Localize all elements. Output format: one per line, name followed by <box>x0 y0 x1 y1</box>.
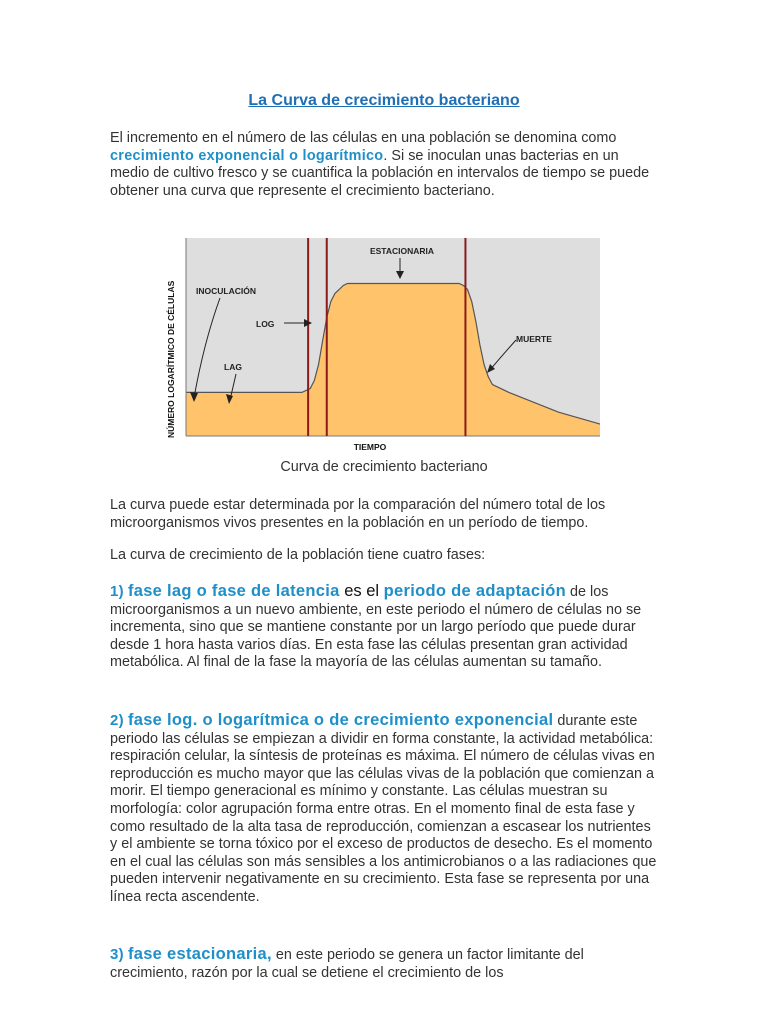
intro-paragraph <box>110 130 658 200</box>
label-muerte: MUERTE <box>516 334 552 344</box>
phase2-number: 2) <box>110 712 124 729</box>
phase3-number: 3) <box>110 946 124 963</box>
intro-text-2: . Si se inoculan unas bacterias en un medio de cultivo fresco y se cuantifica la población en intervalos de tiempo se puede obtener una curva que represente el crecimiento bacteriano. <box>110 147 650 199</box>
intro-text-1: El incremento en el número de las células en una población se denomina como <box>110 130 617 146</box>
phase1-paragraph <box>110 583 658 672</box>
phase2-heading: fase log. o logarítmica o de crecimiento exponencial <box>127 711 554 729</box>
label-inoculacion: INOCULACIÓN <box>196 286 256 296</box>
growth-curve-chart <box>160 232 606 458</box>
chart-caption: Curva de crecimiento bacteriano <box>280 459 488 475</box>
y-axis-label: NÚMERO LOGARÍTMICO DE CÉLULAS <box>166 280 176 438</box>
phase3-paragraph <box>110 946 658 982</box>
page-title: La Curva de crecimiento bacteriano <box>248 92 520 109</box>
phase2-paragraph <box>110 712 658 907</box>
paragraph-four-phases: La curva de crecimiento de la población tiene cuatro fases: <box>110 547 486 563</box>
label-estacionaria: ESTACIONARIA <box>369 246 435 256</box>
phase1-connector: es el <box>339 582 384 600</box>
phase1-highlight: periodo de adaptación <box>383 582 566 600</box>
phase1-number: 1) <box>110 583 124 600</box>
paragraph-total-count: La curva puede estar determinada por la comparación del número total de los microorganismos vivos presentes en la población en un período de tiempo. <box>110 497 606 531</box>
label-lag: LAG <box>224 362 242 372</box>
label-log: LOG <box>256 319 275 329</box>
phase1-text: de los microorganismos a un nuevo ambiente, en este periodo el número de células no se incrementa, sino que se mantiene constante por un largo período que puede durar desde 1 hora hasta varios días. En esta fase las células presentan gran actividad metabólica. Al final de la fase la mayoría de las células aumentan su tamaño. <box>110 584 642 671</box>
x-axis-label: TIEMPO <box>353 442 387 452</box>
phase2-text: durante este periodo las células se empiezan a dividir en forma constante, la actividad metabólica: respiración celular, la síntesis de proteínas es máxima. El número de células vivas en reproducción es mucho mayor que las células vivas de la población que comienzan a morir. El tiempo generacional es mínimo y constante. Las células muestran su morfología: color agrupación forma entre otras. En el momento final de esta fase y como resultado de la alta tasa de reproducción, comienzan a escasear los nutrientes y el ambiente se torna tóxico por el exceso de productos de desecho. Es el momento en el cual las células son más sensibles a los antimicrobianos o a las radiaciones que pueden intervenir negativamente en su crecimiento. Esta fase se representa por una línea recta ascendente. <box>110 713 657 905</box>
phase3-text: en este periodo se genera un factor limitante del crecimiento, razón por la cual se detiene el crecimiento de los <box>110 947 584 981</box>
intro-highlight: crecimiento exponencial o logarítmico <box>110 147 384 164</box>
phase1-heading: fase lag o fase de latencia <box>127 582 340 600</box>
phase3-heading: fase estacionaria, <box>127 945 272 963</box>
